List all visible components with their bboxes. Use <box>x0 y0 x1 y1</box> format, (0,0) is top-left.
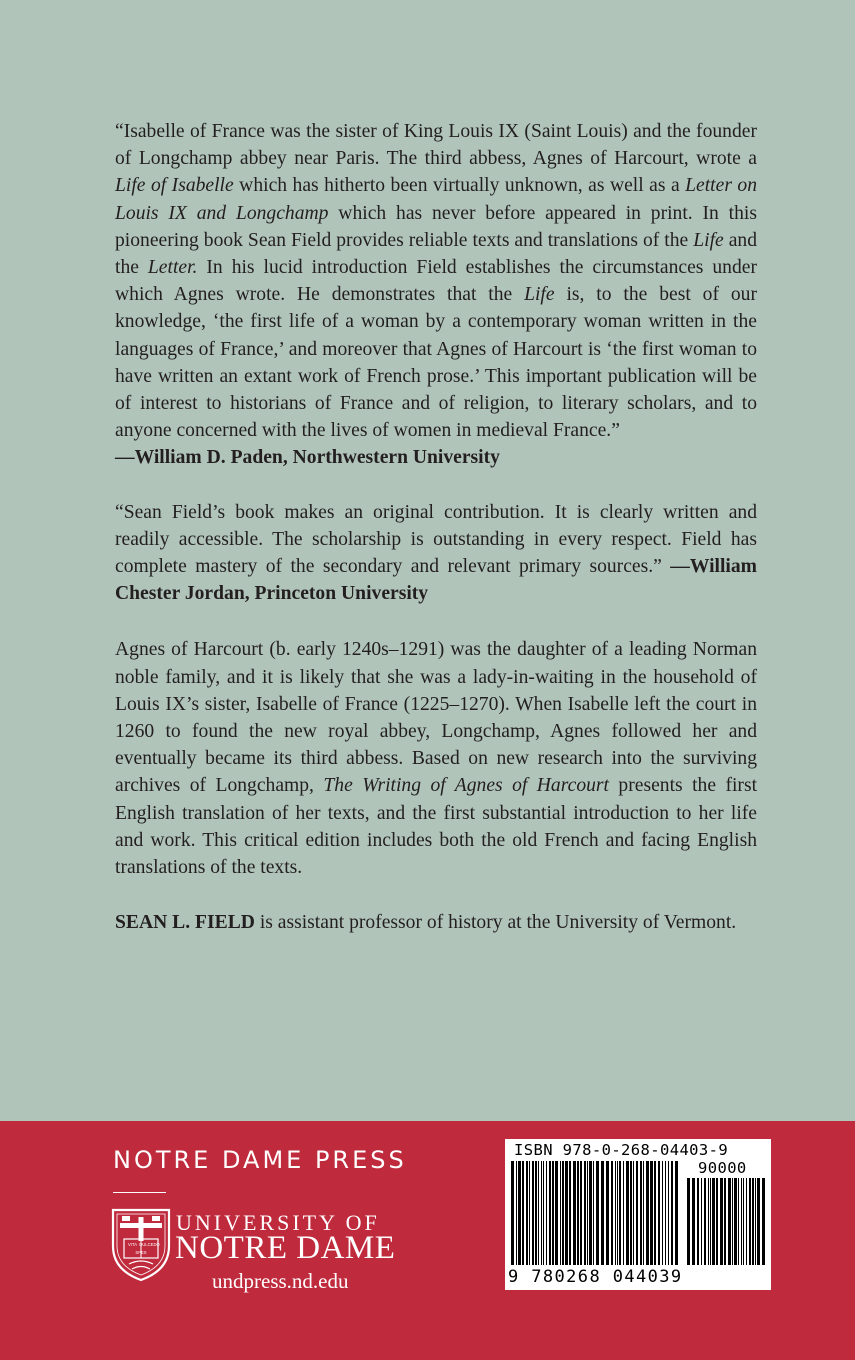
barcode-bar <box>643 1161 644 1265</box>
barcode-bar <box>546 1161 547 1265</box>
author-bio-text: is assistant professor of history at the University of Vermont. <box>254 912 737 934</box>
barcode-bar <box>580 1161 582 1265</box>
barcode-bar <box>552 1161 554 1265</box>
barcode-bar <box>708 1178 709 1265</box>
barcode-addon-text: 90000 <box>698 1159 747 1177</box>
university-name-line1: UNIVERSITY OF <box>176 1210 380 1235</box>
barcode-bar <box>511 1161 514 1265</box>
barcode-bar <box>650 1161 653 1265</box>
barcode-bar <box>529 1161 530 1265</box>
barcode-bar <box>522 1161 524 1265</box>
italic-title: Life of Isabelle <box>115 175 234 197</box>
barcode-bar <box>671 1161 673 1265</box>
barcode-bar <box>749 1178 751 1265</box>
addon-barcode <box>687 1178 765 1265</box>
press-website-link[interactable]: undpress.nd.edu <box>212 1269 349 1293</box>
barcode-bar <box>755 1178 756 1265</box>
italic-title: Letter. <box>147 257 198 279</box>
barcode-bar <box>675 1161 678 1265</box>
barcode-bar <box>704 1178 706 1265</box>
barcode-bar <box>738 1178 739 1265</box>
barcode-bar <box>762 1178 765 1265</box>
barcode-bar <box>640 1161 642 1265</box>
review-jordan <box>115 499 757 608</box>
barcode-bar <box>646 1161 649 1265</box>
barcode-bar <box>712 1178 715 1265</box>
barcode-bar <box>549 1161 551 1265</box>
barcode-bar <box>560 1161 561 1265</box>
barcode-bar <box>654 1161 656 1265</box>
barcode-bar <box>701 1178 702 1265</box>
barcode-bar <box>626 1161 629 1265</box>
barcode-bar <box>601 1161 604 1265</box>
barcode-bar <box>746 1178 747 1265</box>
barcode-bar <box>555 1161 558 1265</box>
barcode-bar <box>757 1178 760 1265</box>
isbn-text: ISBN 978-0-268-04403-9 <box>514 1141 729 1159</box>
barcode-bar <box>697 1178 699 1265</box>
barcode-bar <box>636 1161 638 1265</box>
barcode-bar <box>606 1161 609 1265</box>
barcode-bar <box>573 1161 576 1265</box>
text-run: and the <box>115 229 757 279</box>
review-attribution: —William Chester Jordan, Princeton University <box>115 556 757 605</box>
text-run: which has never before appeared in print. In this pioneering book Sean Field provides reliable texts and translations of the <box>115 202 757 251</box>
barcode-bar <box>630 1161 632 1265</box>
barcode-bar <box>587 1161 588 1265</box>
shield-motto-1: VITA <box>128 1242 137 1247</box>
italic-title: Letter on Louis IX and Longchamp <box>115 175 758 224</box>
italic-title: Life <box>524 284 555 306</box>
text-run: Agnes of Harcourt (b. early 1240s–1291) was the daughter of a leading Norman noble family, and it is likely that she was a lady-in-waiting in the household of Louis IX’s sister, Isabelle of France (1225–1270). When Isabelle left the court in 1260 to found the new royal abbey, Longchamp, Agnes followed her and eventually became its third abbess. Based on new research into the surviving archives of Longchamp, <box>115 639 757 797</box>
text-run: “Sean Field’s book makes an original contribution. It is clearly written and readily accessible. The scholarship is outstanding in every respect. Field has complete mastery of the secondary and relevant primary sources.” <box>115 501 757 578</box>
barcode-bar <box>720 1178 723 1265</box>
barcode-bar <box>565 1161 568 1265</box>
barcode-bar <box>569 1161 571 1265</box>
barcode-bar <box>623 1161 624 1265</box>
barcode-label <box>505 1139 771 1290</box>
barcode-bar <box>668 1161 669 1265</box>
barcode-bar <box>593 1161 594 1265</box>
text-run: which has hitherto been virtually unknown, as well as a <box>233 175 686 197</box>
back-cover-text <box>115 118 757 936</box>
barcode-bar <box>752 1178 754 1265</box>
barcode-bar <box>724 1178 726 1265</box>
barcode-bar <box>619 1161 621 1265</box>
barcode-bar <box>577 1161 579 1265</box>
barcode-bar <box>543 1161 544 1265</box>
barcode-bar <box>584 1161 586 1265</box>
university-shield-icon <box>111 1208 171 1282</box>
press-name: NOTRE DAME PRESS <box>113 1146 407 1174</box>
barcode-bar <box>596 1161 599 1265</box>
barcode-bar <box>535 1161 537 1265</box>
barcode-bar <box>615 1161 616 1265</box>
review-attribution: —William D. Paden, Northwestern University <box>115 447 500 469</box>
barcode-bar <box>562 1161 564 1265</box>
text-run: In his lucid introduction Field establishes the circumstances under which Agnes wrote. He demonstrates that the <box>115 257 757 306</box>
barcode-bar <box>692 1178 695 1265</box>
barcode-bar <box>617 1161 618 1265</box>
barcode-bar <box>633 1161 634 1265</box>
barcode-bar <box>611 1161 613 1265</box>
barcode-bar <box>662 1161 663 1265</box>
barcode-bar <box>541 1161 542 1265</box>
review-paden <box>115 118 757 472</box>
barcode-bar <box>526 1161 528 1265</box>
barcode-bar <box>589 1161 592 1265</box>
text-run: presents the first English translation of her texts, and the first substantial introduction to her life and work. This critical edition includes both the old French and facing English translations of the texts. <box>115 775 758 879</box>
shield-motto-3: SPES <box>135 1250 147 1255</box>
barcode-bar <box>538 1161 539 1265</box>
ean-digits: 9 780268 044039 <box>508 1267 683 1287</box>
author-name: SEAN L. FIELD <box>115 912 255 934</box>
press-divider <box>113 1192 166 1193</box>
barcode-bar <box>687 1178 690 1265</box>
barcode-bar <box>728 1178 731 1265</box>
barcode-bar <box>741 1178 742 1265</box>
italic-title: Life <box>693 229 724 251</box>
barcode-bar <box>658 1161 660 1265</box>
barcode-bar <box>532 1161 534 1265</box>
barcode-bar <box>716 1178 718 1265</box>
barcode-bar <box>743 1178 744 1265</box>
university-name-line2: NOTRE DAME <box>175 1230 396 1266</box>
book-description <box>115 636 757 881</box>
barcode-bar <box>734 1178 737 1265</box>
shield-motto-2: DULCEDO <box>139 1242 160 1247</box>
text-run: is, to the best of our knowledge, ‘the first life of a woman by a contemporary woman written in the languages of France,’ and moreover that Agnes of Harcourt is ‘the first woman to have written an extant work of French prose.’ This important publication will be of interest to historians of France and of religion, to literary scholars, and to anyone concerned with the lives of women in medieval France.” <box>115 284 758 442</box>
italic-title: The Writing of Agnes of Harcourt <box>323 775 609 797</box>
author-bio <box>115 909 757 936</box>
barcode-bar <box>516 1161 517 1265</box>
barcode-bar <box>665 1161 666 1265</box>
barcode-bar <box>518 1161 521 1265</box>
barcode-bar <box>732 1178 733 1265</box>
text-run: “Isabelle of France was the sister of King Louis IX (Saint Louis) and the founder of Longchamp abbey near Paris. The third abbess, Agnes of Harcourt, wrote a <box>115 121 757 170</box>
ean-barcode <box>511 1161 679 1265</box>
barcode-bar <box>710 1178 711 1265</box>
